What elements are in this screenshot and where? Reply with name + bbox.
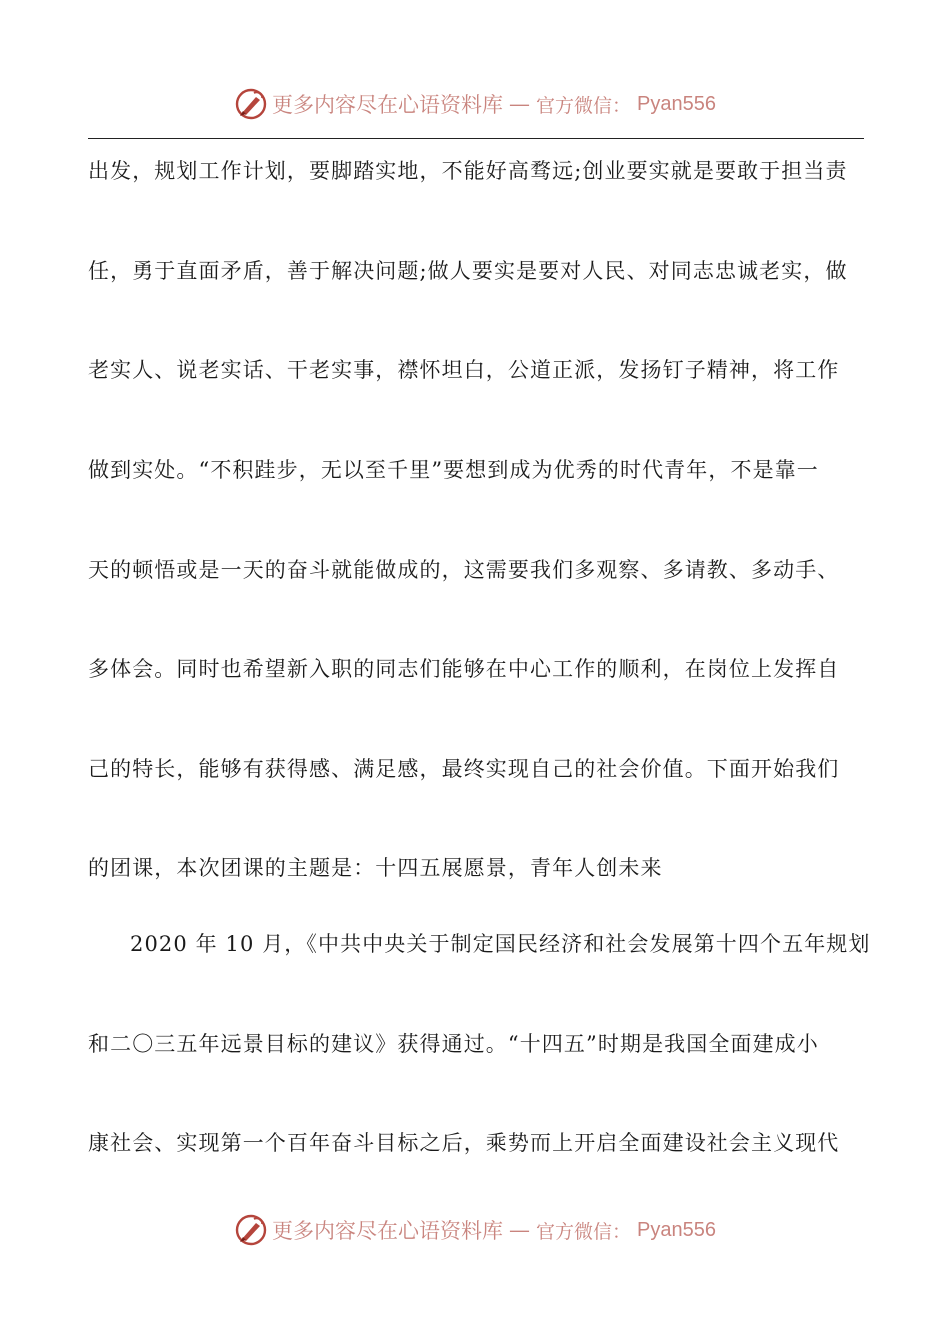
page-footer: [0, 1208, 950, 1252]
header-wechat-id: Pyan556: [637, 92, 716, 115]
footer-brand: [234, 1213, 716, 1247]
pen-circle-icon: [234, 1213, 268, 1247]
paragraph-line: 多体会。同时也希望新入职的同志们能够在中心工作的顺利，在岗位上发挥自: [88, 657, 840, 681]
header-brand: [234, 87, 716, 121]
paragraph-line: 和二〇三五年远景目标的建议》获得通过。“十四五”时期是我国全面建成小: [88, 1032, 819, 1056]
paragraph-line: 康社会、实现第一个百年奋斗目标之后，乘势而上开启全面建设社会主义现代: [88, 1131, 840, 1155]
pen-circle-icon: [234, 87, 268, 121]
header-dash: —: [509, 92, 530, 116]
paragraph-line: 老实人、说老实话、干老实事，襟怀坦白，公道正派，发扬钉子精神，将工作: [88, 358, 840, 382]
paragraph-line: 己的特长，能够有获得感、满足感，最终实现自己的社会价值。下面开始我们: [88, 757, 840, 781]
paragraph-line: 出发，规划工作计划，要脚踏实地，不能好高骛远;创业要实就是要敢于担当责: [88, 159, 848, 183]
paragraph-line: 2020 年 10 月，《中共中央关于制定国民经济和社会发展第十四个五年规划: [130, 932, 871, 956]
header-brand-title: 更多内容尽在心语资料库: [272, 93, 503, 117]
footer-wechat-id: Pyan556: [637, 1218, 716, 1241]
paragraph-line: 的团课，本次团课的主题是：十四五展愿景，青年人创未来: [88, 856, 663, 880]
footer-dash: —: [509, 1218, 530, 1242]
header-divider: [88, 138, 864, 139]
footer-wechat-label: 官方微信：: [536, 1220, 632, 1243]
paragraph-line: 做到实处。“不积跬步，无以至千里”要想到成为优秀的时代青年，不是靠一: [88, 458, 819, 482]
header-wechat-label: 官方微信：: [536, 94, 632, 117]
paragraph-line: 天的顿悟或是一天的奋斗就能做成的，这需要我们多观察、多请教、多动手、: [88, 558, 840, 582]
footer-brand-title: 更多内容尽在心语资料库: [272, 1219, 503, 1243]
page-header: [0, 82, 950, 126]
paragraph-line: 任，勇于直面矛盾，善于解决问题;做人要实是要对人民、对同志忠诚老实，做: [88, 259, 848, 283]
